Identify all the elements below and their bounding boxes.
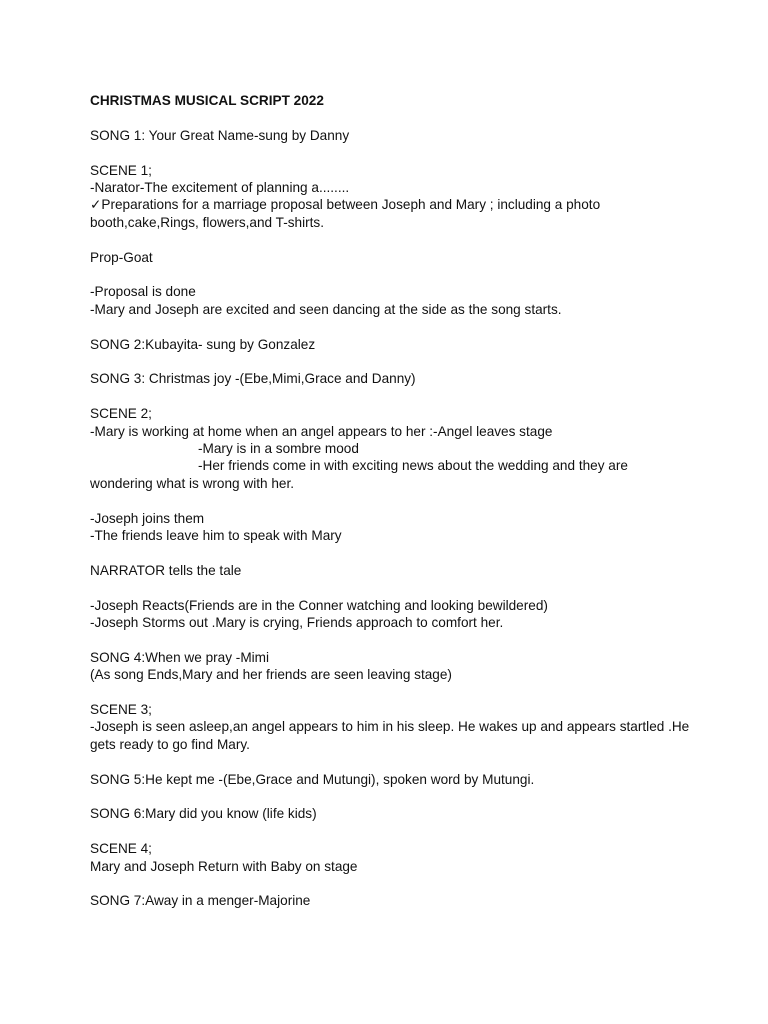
spacer [90,631,690,648]
spacer [90,388,690,405]
document-title: CHRISTMAS MUSICAL SCRIPT 2022 [90,93,324,108]
spacer [90,266,690,283]
song-3: SONG 3: Christmas joy -(Ebe,Mimi,Grace and Danny) [90,371,416,387]
script-line: -Joseph is seen asleep,an angel appears to him in his sleep. He wakes up and appears startled .He gets ready to go find Mary. [90,719,694,752]
script-line: -The friends leave him to speak with Mary [90,528,342,544]
spacer [90,684,690,701]
script-line: -Joseph Storms out .Mary is crying, Friends approach to comfort her. [90,615,504,631]
script-line: ✓Preparations for a marriage proposal between Joseph and Mary ; including a photo booth,cake,Rings, flowers,and T-shirts. [90,197,604,230]
script-line: Mary and Joseph Return with Baby on stage [90,858,358,874]
script-line: -Proposal is done [90,284,196,300]
spacer [90,353,690,370]
script-line: -Her friends come in with exciting news about the wedding and they are [198,458,628,474]
song-4: SONG 4:When we pray -Mimi [90,649,270,665]
document-page [90,92,694,910]
script-line: -Mary and Joseph are excited and seen dancing at the side as the song starts. [90,301,562,317]
scene-4-heading: SCENE 4; [90,841,152,857]
spacer [90,788,690,805]
spacer [90,753,690,770]
spacer [90,823,690,840]
scene-3-heading: SCENE 3; [90,702,152,718]
script-line: -Mary is working at home when an angel appears to her :-Angel leaves stage [90,423,553,439]
script-line: -Joseph Reacts(Friends are in the Conner watching and looking bewildered) [90,597,548,613]
spacer [90,492,690,509]
spacer [90,579,690,596]
script-line: -Joseph joins them [90,510,205,526]
song-7: SONG 7:Away in a menger-Majorine [90,893,311,909]
scene-1-heading: SCENE 1; [90,162,152,178]
script-line: -Mary is in a sombre mood [198,441,359,457]
script-line: wondering what is wrong with her. [90,475,295,491]
spacer [90,109,690,126]
spacer [90,318,690,335]
script-line: (As song Ends,Mary and her friends are seen leaving stage) [90,667,452,683]
prop-line: Prop-Goat [90,249,153,265]
spacer [90,544,690,561]
scene-2-heading: SCENE 2; [90,406,152,422]
spacer [90,231,690,248]
script-line: -Narator-The excitement of planning a........ [90,180,350,195]
song-6: SONG 6:Mary did you know (life kids) [90,806,317,822]
narrator-line: NARRATOR tells the tale [90,562,242,578]
song-2: SONG 2:Kubayita- sung by Gonzalez [90,336,316,352]
song-1: SONG 1: Your Great Name-sung by Danny [90,127,350,143]
spacer [90,144,690,161]
song-5: SONG 5:He kept me -(Ebe,Grace and Mutungi), spoken word by Mutungi. [90,771,535,787]
spacer [90,875,690,892]
